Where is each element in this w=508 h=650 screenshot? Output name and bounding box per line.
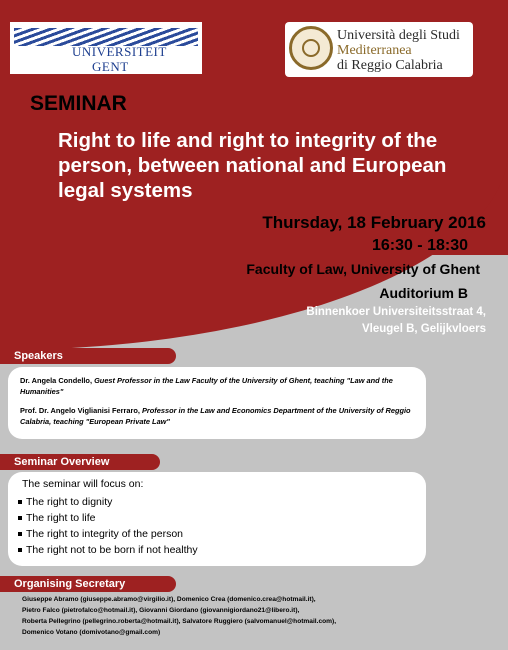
ghent-logo-line2: GENT [92,59,129,74]
speaker-2-name: Prof. Dr. Angelo Viglianisi Ferraro, [20,406,140,415]
speaker-1 [20,375,420,397]
bullet-icon [18,532,22,536]
seminar-label: SEMINAR [30,92,127,115]
reggio-logo-line1: Università degli Studi [337,28,460,43]
event-address-line2: Vleugel B, Gelijkvloers [362,323,486,335]
bullet-icon [18,516,22,520]
organising-secretary-header: Organising Secretary [0,576,176,592]
ghent-logo-line1: UNIVERSITEIT [72,44,167,59]
overview-topic-item: The right to life [18,510,198,526]
event-venue: Faculty of Law, University of Ghent [246,261,480,277]
reggio-calabria-university-logo [285,22,473,77]
reggio-logo-line2: Mediterranea [337,43,412,58]
secretary-line-2: Pietro Falco (pietrofalco@hotmail.it), Giovanni Giordano (giovannigiordano21@libero.it), [22,607,300,614]
speaker-2 [20,405,420,427]
seminar-title: Right to life and right to integrity of the person, between national and European legal systems [58,129,447,202]
speaker-1-name: Dr. Angela Condello, [20,376,92,385]
overview-topic-item: The right to dignity [18,494,198,510]
speakers-header: Speakers [0,348,176,364]
university-seal-icon [289,26,333,70]
speaker-1-description: Guest Professor in the Law Faculty of the University of Ghent, teaching "Law and the Humanities" [20,376,393,396]
overview-topic-list [18,494,198,558]
secretary-line-1: Giuseppe Abramo (giuseppe.abramo@virgilio.it), Domenico Crea (domenico.crea@hotmail.it), [22,596,316,603]
event-time: 16:30 - 18:30 [371,237,468,254]
overview-topic-item: The right to integrity of the person [18,526,198,542]
speaker-2-description: Professor in the Law and Economics Department of the University of Reggio Calabria, teaching "European Private Law" [20,406,411,426]
bullet-icon [18,548,22,552]
event-room: Auditorium B [379,285,468,301]
event-address-line1: Binnenkoer Universiteitsstraat 4, [306,306,486,318]
seminar-overview-header: Seminar Overview [0,454,160,470]
secretary-line-4: Domenico Votano (domivotano@gmail.com) [22,629,161,636]
overview-intro: The seminar will focus on: [22,478,144,490]
bullet-icon [18,500,22,504]
reggio-logo-line3: di Reggio Calabria [337,58,443,73]
secretary-line-3: Roberta Pellegrino (pellegrino.roberta@hotmail.it), Salvatore Ruggiero (salvomanuel@hotmail.com), [22,618,337,625]
overview-topic-item: The right not to be born if not healthy [18,542,198,558]
event-date: Thursday, 18 February 2016 [262,213,486,232]
ghent-university-logo [10,22,202,74]
